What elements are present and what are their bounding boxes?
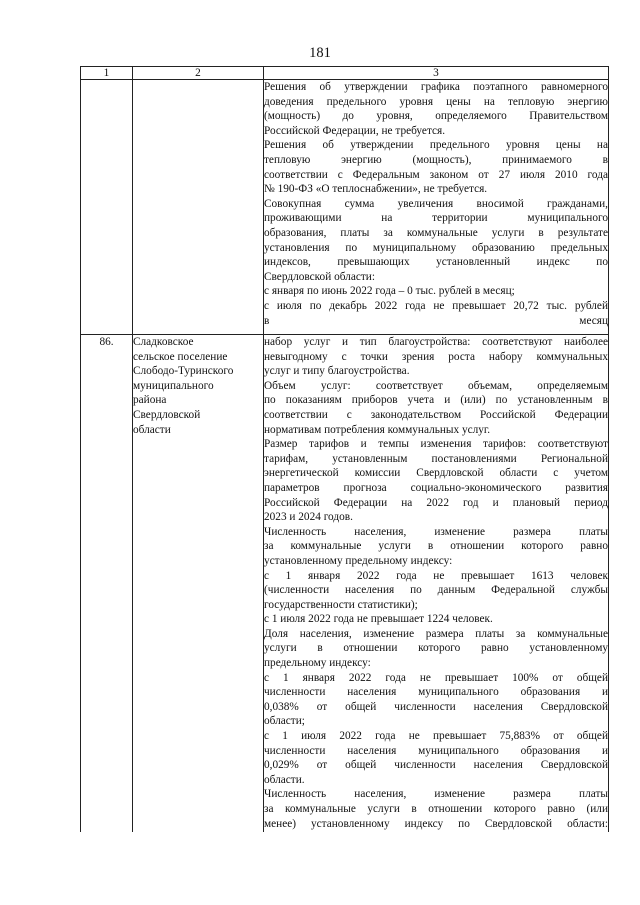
municipality-line: сельское поселение [133, 350, 228, 363]
table-row-continuation [81, 80, 609, 335]
text-line: невыгодному с точки зрения роста набору коммунальных [264, 350, 608, 363]
header-col-2: 2 [133, 67, 264, 80]
municipality-line: Сладковское [133, 336, 194, 348]
text-line: соответствии с Федеральным законом от 27 июля 2010 года [264, 168, 608, 181]
municipality-line: области [133, 423, 171, 436]
text-line: Численность населения, изменение размера платы [264, 525, 608, 538]
text-line: параметров прогноза социально-экономического развития [264, 481, 608, 494]
header-col-1: 1 [81, 67, 133, 80]
details-cell [264, 335, 609, 833]
text-line: тарифам, установленным постановлениями Региональной [264, 452, 608, 465]
text-line: тепловую энергию (мощность), принимаемого в [264, 153, 608, 166]
text-line: энергетической комиссии Свердловской области с учетом [264, 467, 608, 480]
text-line: доведения предельного уровня цены на тепловую энергию [264, 95, 608, 108]
text-line: с июля по декабрь 2022 года не превышает 20,72 тыс. рублей [264, 299, 608, 312]
header-col-3: 3 [264, 67, 609, 80]
page-number: 181 [309, 45, 331, 61]
text-line: государственности статистики); [264, 598, 418, 611]
row-number-cell: 86. [81, 335, 133, 833]
text-line: установления по муниципальному образованию предельных [264, 241, 608, 254]
text-line: 0,038% от общей численности населения Свердловской [264, 700, 608, 713]
municipality-line: муниципального [133, 379, 214, 392]
municipality-line: района [133, 394, 167, 407]
text-line: с января по июнь 2022 года – 0 тыс. рублей в месяц; [264, 285, 515, 298]
text-line: с 1 января 2022 года не превышает 1613 человек [264, 569, 608, 582]
text-line: образования, платы за коммунальные услуги в результате [264, 226, 608, 239]
text-line: с 1 января 2022 года не превышает 100% от общей [264, 671, 608, 684]
text-line: установленному предельному индексу: [264, 554, 453, 567]
municipality-cell [133, 80, 264, 335]
text-line: нормативам потребления коммунальных услуг. [264, 423, 491, 436]
table-row-86 [81, 335, 609, 833]
text-line: (численности населения по данным Федеральной службы [264, 584, 608, 597]
text-line: менее) установленному индексу по Свердловской области: [264, 817, 608, 830]
text-line: проживающими на территории муниципального [264, 212, 608, 225]
text-line: 2023 и 2024 годов. [264, 511, 353, 524]
text-line: Размер тарифов и темпы изменения тарифов: соответствуют [264, 438, 608, 451]
text-line: Объем услуг: соответствует объемам, определяемым [264, 379, 608, 392]
text-line: Доля населения, изменение размера платы за коммунальные [264, 627, 608, 640]
text-line: Свердловской области: [264, 270, 375, 283]
details-cell [264, 80, 609, 335]
text-line: области; [264, 715, 305, 728]
text-line: численности населения муниципального образования и [264, 686, 608, 699]
text-line: набор услуг и тип благоустройства: соответствуют наиболее [264, 336, 608, 348]
text-line: за коммунальные услуги в отношении которого равно (или [264, 803, 608, 815]
municipality-line: Свердловской [133, 408, 201, 421]
text-line: услуг и типу благоустройства. [264, 365, 410, 378]
text-line: индексов, превышающих установленный индекс по [264, 256, 608, 269]
text-line: области. [264, 773, 305, 786]
text-line: в месяц [264, 314, 608, 327]
text-line: Совокупная сумма увеличения вносимой гражданами, [264, 197, 608, 210]
text-line: Решения об утверждении графика поэтапного равномерного [264, 81, 608, 93]
text-line: соответствии с законодательством Российской Федерации [264, 408, 608, 421]
municipality-line: Слободо-Туринского [133, 365, 234, 378]
text-line: 0,029% от общей численности населения Свердловской [264, 759, 608, 772]
text-line: по показаниям приборов учета и (или) по установленным в [264, 394, 608, 407]
text-line: предельному индексу: [264, 657, 371, 670]
text-line: с 1 июля 2022 года не превышает 1224 человек. [264, 613, 493, 626]
text-line: Численность населения, изменение размера платы [264, 788, 608, 801]
text-line: Российской Федерации на 2022 год и плановый период [264, 496, 608, 509]
tariff-table [80, 66, 609, 832]
text-line: (мощность) до уровня, определяемого Правительством [264, 110, 608, 123]
text-line: услуги в отношении которого равно установленному [264, 642, 608, 655]
table-header-row [81, 67, 609, 80]
text-line: № 190-ФЗ «О теплоснабжении», не требуется. [264, 183, 488, 196]
municipality-cell [133, 335, 264, 833]
text-line: Решения об утверждении предельного уровня цены на [264, 139, 608, 152]
text-line: Российской Федерации, не требуется. [264, 124, 446, 137]
text-line: за коммунальные услуги в отношении которого равно [264, 540, 608, 553]
row-number-cell [81, 80, 133, 335]
text-line: с 1 июля 2022 года не превышает 75,883% от общей [264, 730, 608, 743]
text-line: численности населения муниципального образования и [264, 744, 608, 757]
